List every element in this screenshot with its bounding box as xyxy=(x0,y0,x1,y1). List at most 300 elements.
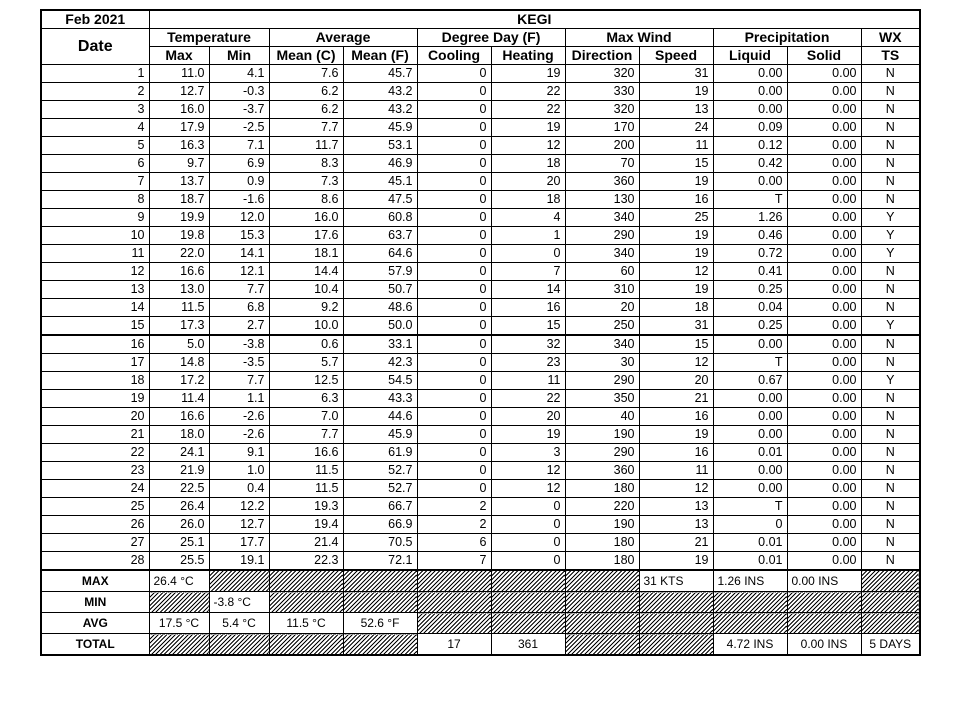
cell-temp-max: 11.5 xyxy=(149,299,209,317)
hatch-cell xyxy=(787,592,861,613)
cell-wind-speed: 21 xyxy=(639,390,713,408)
cell-cooling: 6 xyxy=(417,534,491,552)
cell-heating: 18 xyxy=(491,191,565,209)
group-max-wind: Max Wind xyxy=(565,29,713,47)
sub-solid: Solid xyxy=(787,47,861,65)
cell-wind-speed: 18 xyxy=(639,299,713,317)
cell-date: 28 xyxy=(41,552,149,571)
hatch-cell xyxy=(491,570,565,592)
cell-wind-speed: 31 xyxy=(639,65,713,83)
cell-mean-f: 42.3 xyxy=(343,354,417,372)
cell-solid: 0.00 xyxy=(787,101,861,119)
cell-wind-direction: 40 xyxy=(565,408,639,426)
cell-wind-speed: 20 xyxy=(639,372,713,390)
cell-wind-speed: 15 xyxy=(639,155,713,173)
cell-liquid: 0.67 xyxy=(713,372,787,390)
month-label: Feb 2021 xyxy=(41,10,149,29)
total-label: TOTAL xyxy=(41,634,149,656)
cell-temp-max: 26.4 xyxy=(149,498,209,516)
cell-mean-c: 21.4 xyxy=(269,534,343,552)
cell-liquid: 0.00 xyxy=(713,83,787,101)
hatch-cell xyxy=(417,570,491,592)
cell-ts: N xyxy=(861,390,920,408)
cell-wind-direction: 290 xyxy=(565,444,639,462)
cell-temp-min: 15.3 xyxy=(209,227,269,245)
cell-ts: N xyxy=(861,137,920,155)
cell-mean-c: 16.0 xyxy=(269,209,343,227)
cell-wind-direction: 220 xyxy=(565,498,639,516)
cell-ts: N xyxy=(861,516,920,534)
avg-label: AVG xyxy=(41,613,149,634)
cell-liquid: 0.25 xyxy=(713,317,787,336)
hatch-cell xyxy=(491,592,565,613)
cell-liquid: 0.00 xyxy=(713,480,787,498)
cell-temp-max: 26.0 xyxy=(149,516,209,534)
cell-cooling: 7 xyxy=(417,552,491,571)
cell-mean-f: 61.9 xyxy=(343,444,417,462)
group-temperature: Temperature xyxy=(149,29,269,47)
cell-solid: 0.00 xyxy=(787,444,861,462)
table-row xyxy=(41,552,920,571)
table-row xyxy=(41,83,920,101)
cell-temp-min: 12.2 xyxy=(209,498,269,516)
cell-mean-c: 7.3 xyxy=(269,173,343,191)
station-label: KEGI xyxy=(149,10,920,29)
table-row xyxy=(41,390,920,408)
cell-cooling: 0 xyxy=(417,191,491,209)
cell-temp-max: 19.8 xyxy=(149,227,209,245)
cell-mean-f: 64.6 xyxy=(343,245,417,263)
cell-temp-max: 24.1 xyxy=(149,444,209,462)
cell-temp-min: 6.8 xyxy=(209,299,269,317)
cell-cooling: 2 xyxy=(417,516,491,534)
cell-temp-min: 19.1 xyxy=(209,552,269,571)
cell-wind-speed: 12 xyxy=(639,480,713,498)
cell-mean-f: 66.9 xyxy=(343,516,417,534)
cell-heating: 11 xyxy=(491,372,565,390)
cell-liquid: 0.00 xyxy=(713,426,787,444)
cell-liquid: 1.26 xyxy=(713,209,787,227)
cell-wind-speed: 19 xyxy=(639,281,713,299)
cell-solid: 0.00 xyxy=(787,245,861,263)
table-row xyxy=(41,155,920,173)
cell-heating: 0 xyxy=(491,534,565,552)
cell-cooling: 0 xyxy=(417,101,491,119)
cell-solid: 0.00 xyxy=(787,209,861,227)
cell-ts: N xyxy=(861,281,920,299)
hatch-cell xyxy=(269,592,343,613)
cell-wind-direction: 190 xyxy=(565,516,639,534)
cell-mean-f: 52.7 xyxy=(343,462,417,480)
cell-mean-f: 54.5 xyxy=(343,372,417,390)
cell-temp-max: 11.4 xyxy=(149,390,209,408)
cell-solid: 0.00 xyxy=(787,65,861,83)
summary-rows xyxy=(41,570,920,655)
avg-mean-f: 52.6 °F xyxy=(343,613,417,634)
cell-ts: N xyxy=(861,426,920,444)
cell-mean-f: 63.7 xyxy=(343,227,417,245)
table-row xyxy=(41,372,920,390)
cell-ts: N xyxy=(861,534,920,552)
cell-liquid: 0.00 xyxy=(713,101,787,119)
table-row xyxy=(41,65,920,83)
cell-date: 5 xyxy=(41,137,149,155)
cell-temp-min: 9.1 xyxy=(209,444,269,462)
hatch-cell xyxy=(861,613,920,634)
cell-heating: 22 xyxy=(491,390,565,408)
cell-cooling: 0 xyxy=(417,444,491,462)
table-row xyxy=(41,480,920,498)
cell-heating: 20 xyxy=(491,408,565,426)
cell-heating: 7 xyxy=(491,263,565,281)
cell-mean-f: 45.1 xyxy=(343,173,417,191)
cell-liquid: 0.00 xyxy=(713,335,787,354)
cell-mean-c: 19.4 xyxy=(269,516,343,534)
cell-cooling: 0 xyxy=(417,83,491,101)
cell-wind-direction: 360 xyxy=(565,173,639,191)
cell-cooling: 0 xyxy=(417,335,491,354)
sub-min: Min xyxy=(209,47,269,65)
cell-temp-min: -1.6 xyxy=(209,191,269,209)
cell-temp-min: -2.5 xyxy=(209,119,269,137)
table-row xyxy=(41,462,920,480)
hatch-cell xyxy=(149,634,209,656)
cell-wind-direction: 340 xyxy=(565,335,639,354)
cell-mean-c: 12.5 xyxy=(269,372,343,390)
cell-temp-min: 2.7 xyxy=(209,317,269,336)
total-solid: 0.00 INS xyxy=(787,634,861,656)
avg-mean-c: 11.5 °C xyxy=(269,613,343,634)
cell-ts: N xyxy=(861,444,920,462)
summary-avg-row xyxy=(41,613,920,634)
cell-wind-speed: 16 xyxy=(639,408,713,426)
hatch-cell xyxy=(639,613,713,634)
cell-ts: N xyxy=(861,354,920,372)
summary-min-row xyxy=(41,592,920,613)
table-row xyxy=(41,317,920,336)
sub-speed: Speed xyxy=(639,47,713,65)
hatch-cell xyxy=(269,634,343,656)
hatch-cell xyxy=(565,592,639,613)
cell-temp-min: 14.1 xyxy=(209,245,269,263)
cell-mean-f: 45.7 xyxy=(343,65,417,83)
cell-temp-max: 12.7 xyxy=(149,83,209,101)
cell-mean-c: 18.1 xyxy=(269,245,343,263)
cell-wind-direction: 170 xyxy=(565,119,639,137)
cell-mean-f: 57.9 xyxy=(343,263,417,281)
cell-mean-c: 7.6 xyxy=(269,65,343,83)
cell-temp-max: 21.9 xyxy=(149,462,209,480)
cell-heating: 0 xyxy=(491,516,565,534)
cell-mean-c: 16.6 xyxy=(269,444,343,462)
cell-ts: N xyxy=(861,65,920,83)
cell-temp-max: 19.9 xyxy=(149,209,209,227)
hatch-cell xyxy=(861,570,920,592)
cell-ts: N xyxy=(861,408,920,426)
cell-cooling: 0 xyxy=(417,480,491,498)
cell-mean-f: 45.9 xyxy=(343,119,417,137)
table-row xyxy=(41,444,920,462)
cell-mean-c: 6.3 xyxy=(269,390,343,408)
hatch-cell xyxy=(343,592,417,613)
cell-mean-f: 33.1 xyxy=(343,335,417,354)
cell-date: 16 xyxy=(41,335,149,354)
cell-wind-direction: 180 xyxy=(565,534,639,552)
cell-liquid: 0.00 xyxy=(713,173,787,191)
cell-temp-max: 17.9 xyxy=(149,119,209,137)
cell-wind-direction: 180 xyxy=(565,480,639,498)
cell-mean-c: 14.4 xyxy=(269,263,343,281)
cell-mean-c: 10.4 xyxy=(269,281,343,299)
table-row xyxy=(41,227,920,245)
max-temp-max: 26.4 °C xyxy=(149,570,209,592)
cell-liquid: 0.41 xyxy=(713,263,787,281)
cell-date: 15 xyxy=(41,317,149,336)
cell-heating: 19 xyxy=(491,426,565,444)
cell-temp-min: 12.1 xyxy=(209,263,269,281)
cell-temp-min: 4.1 xyxy=(209,65,269,83)
cell-wind-speed: 19 xyxy=(639,426,713,444)
cell-temp-max: 16.6 xyxy=(149,263,209,281)
cell-solid: 0.00 xyxy=(787,155,861,173)
cell-heating: 14 xyxy=(491,281,565,299)
sub-max: Max xyxy=(149,47,209,65)
cell-cooling: 0 xyxy=(417,317,491,336)
cell-solid: 0.00 xyxy=(787,335,861,354)
cell-date: 27 xyxy=(41,534,149,552)
cell-wind-direction: 130 xyxy=(565,191,639,209)
cell-mean-f: 53.1 xyxy=(343,137,417,155)
cell-mean-c: 17.6 xyxy=(269,227,343,245)
cell-mean-c: 7.7 xyxy=(269,119,343,137)
group-precipitation: Precipitation xyxy=(713,29,861,47)
cell-cooling: 0 xyxy=(417,299,491,317)
table-row xyxy=(41,498,920,516)
hatch-cell xyxy=(343,634,417,656)
cell-date: 12 xyxy=(41,263,149,281)
hatch-cell xyxy=(861,592,920,613)
cell-heating: 19 xyxy=(491,119,565,137)
cell-ts: Y xyxy=(861,317,920,336)
cell-ts: Y xyxy=(861,227,920,245)
cell-liquid: T xyxy=(713,191,787,209)
table-row xyxy=(41,263,920,281)
cell-heating: 0 xyxy=(491,552,565,571)
total-ts: 5 DAYS xyxy=(861,634,920,656)
cell-date: 18 xyxy=(41,372,149,390)
cell-temp-max: 16.0 xyxy=(149,101,209,119)
cell-ts: N xyxy=(861,101,920,119)
cell-heating: 12 xyxy=(491,137,565,155)
cell-mean-f: 52.7 xyxy=(343,480,417,498)
date-header: Date xyxy=(41,29,149,65)
cell-temp-min: 1.1 xyxy=(209,390,269,408)
cell-ts: N xyxy=(861,83,920,101)
cell-wind-direction: 340 xyxy=(565,245,639,263)
cell-temp-min: 0.9 xyxy=(209,173,269,191)
hatch-cell xyxy=(639,634,713,656)
cell-temp-max: 9.7 xyxy=(149,155,209,173)
cell-mean-c: 22.3 xyxy=(269,552,343,571)
cell-mean-f: 43.2 xyxy=(343,101,417,119)
cell-mean-c: 9.2 xyxy=(269,299,343,317)
table-row xyxy=(41,173,920,191)
table-row xyxy=(41,101,920,119)
cell-ts: N xyxy=(861,299,920,317)
cell-solid: 0.00 xyxy=(787,426,861,444)
table-row xyxy=(41,516,920,534)
cell-liquid: 0.00 xyxy=(713,65,787,83)
hatch-cell xyxy=(417,613,491,634)
hatch-cell xyxy=(417,592,491,613)
cell-date: 26 xyxy=(41,516,149,534)
cell-cooling: 0 xyxy=(417,390,491,408)
total-liquid: 4.72 INS xyxy=(713,634,787,656)
cell-cooling: 0 xyxy=(417,408,491,426)
cell-heating: 0 xyxy=(491,498,565,516)
cell-wind-speed: 11 xyxy=(639,137,713,155)
cell-wind-speed: 12 xyxy=(639,263,713,281)
cell-solid: 0.00 xyxy=(787,119,861,137)
cell-liquid: 0.25 xyxy=(713,281,787,299)
cell-liquid: 0.00 xyxy=(713,462,787,480)
cell-cooling: 0 xyxy=(417,173,491,191)
table-row xyxy=(41,426,920,444)
cell-heating: 19 xyxy=(491,65,565,83)
cell-heating: 32 xyxy=(491,335,565,354)
hatch-cell xyxy=(565,570,639,592)
cell-heating: 3 xyxy=(491,444,565,462)
cell-wind-direction: 20 xyxy=(565,299,639,317)
cell-temp-max: 13.7 xyxy=(149,173,209,191)
cell-date: 14 xyxy=(41,299,149,317)
cell-temp-max: 14.8 xyxy=(149,354,209,372)
table-row xyxy=(41,534,920,552)
cell-date: 20 xyxy=(41,408,149,426)
cell-temp-min: -3.7 xyxy=(209,101,269,119)
cell-temp-max: 11.0 xyxy=(149,65,209,83)
cell-temp-min: -0.3 xyxy=(209,83,269,101)
cell-liquid: 0.72 xyxy=(713,245,787,263)
cell-heating: 22 xyxy=(491,83,565,101)
cell-temp-max: 17.3 xyxy=(149,317,209,336)
cell-temp-min: -3.8 xyxy=(209,335,269,354)
cell-mean-c: 11.5 xyxy=(269,480,343,498)
cell-temp-max: 25.5 xyxy=(149,552,209,571)
cell-mean-c: 6.2 xyxy=(269,101,343,119)
hatch-cell xyxy=(209,634,269,656)
cell-temp-max: 22.5 xyxy=(149,480,209,498)
cell-temp-max: 16.6 xyxy=(149,408,209,426)
cell-solid: 0.00 xyxy=(787,498,861,516)
sub-heating: Heating xyxy=(491,47,565,65)
cell-heating: 12 xyxy=(491,462,565,480)
cell-temp-max: 18.0 xyxy=(149,426,209,444)
cell-ts: N xyxy=(861,173,920,191)
cell-wind-direction: 250 xyxy=(565,317,639,336)
summary-total-row xyxy=(41,634,920,656)
cell-temp-min: -3.5 xyxy=(209,354,269,372)
cell-temp-max: 13.0 xyxy=(149,281,209,299)
cell-wind-speed: 31 xyxy=(639,317,713,336)
cell-wind-direction: 320 xyxy=(565,101,639,119)
cell-heating: 22 xyxy=(491,101,565,119)
cell-wind-direction: 350 xyxy=(565,390,639,408)
cell-wind-speed: 21 xyxy=(639,534,713,552)
cell-solid: 0.00 xyxy=(787,462,861,480)
cell-wind-speed: 25 xyxy=(639,209,713,227)
table-row xyxy=(41,245,920,263)
cell-wind-speed: 19 xyxy=(639,552,713,571)
cell-wind-speed: 19 xyxy=(639,173,713,191)
cell-mean-f: 45.9 xyxy=(343,426,417,444)
cell-mean-f: 47.5 xyxy=(343,191,417,209)
cell-mean-f: 50.7 xyxy=(343,281,417,299)
cell-mean-c: 7.7 xyxy=(269,426,343,444)
hatch-cell xyxy=(343,570,417,592)
cell-wind-speed: 11 xyxy=(639,462,713,480)
cell-date: 4 xyxy=(41,119,149,137)
cell-wind-speed: 16 xyxy=(639,444,713,462)
cell-liquid: 0.09 xyxy=(713,119,787,137)
sub-direction: Direction xyxy=(565,47,639,65)
cell-wind-speed: 19 xyxy=(639,83,713,101)
cell-cooling: 0 xyxy=(417,245,491,263)
table-row xyxy=(41,119,920,137)
cell-mean-f: 44.6 xyxy=(343,408,417,426)
cell-heating: 20 xyxy=(491,173,565,191)
cell-solid: 0.00 xyxy=(787,83,861,101)
cell-solid: 0.00 xyxy=(787,480,861,498)
cell-date: 3 xyxy=(41,101,149,119)
cell-date: 13 xyxy=(41,281,149,299)
min-label: MIN xyxy=(41,592,149,613)
cell-mean-f: 50.0 xyxy=(343,317,417,336)
group-wx: WX xyxy=(861,29,920,47)
cell-mean-c: 19.3 xyxy=(269,498,343,516)
hatch-cell xyxy=(565,634,639,656)
cell-wind-speed: 13 xyxy=(639,498,713,516)
cell-mean-c: 8.3 xyxy=(269,155,343,173)
cell-liquid: 0.01 xyxy=(713,444,787,462)
cell-date: 11 xyxy=(41,245,149,263)
cell-temp-max: 25.1 xyxy=(149,534,209,552)
cell-date: 19 xyxy=(41,390,149,408)
hatch-cell xyxy=(787,613,861,634)
cell-mean-c: 0.6 xyxy=(269,335,343,354)
cell-solid: 0.00 xyxy=(787,516,861,534)
cell-cooling: 0 xyxy=(417,65,491,83)
cell-heating: 16 xyxy=(491,299,565,317)
daily-rows xyxy=(41,65,920,571)
cell-solid: 0.00 xyxy=(787,552,861,571)
cell-mean-c: 6.2 xyxy=(269,83,343,101)
cell-temp-min: 1.0 xyxy=(209,462,269,480)
hatch-cell xyxy=(209,570,269,592)
cell-wind-direction: 340 xyxy=(565,209,639,227)
cell-mean-f: 43.3 xyxy=(343,390,417,408)
cell-wind-speed: 24 xyxy=(639,119,713,137)
cell-heating: 15 xyxy=(491,317,565,336)
group-average: Average xyxy=(269,29,417,47)
cell-cooling: 0 xyxy=(417,462,491,480)
cell-liquid: 0.42 xyxy=(713,155,787,173)
cell-ts: N xyxy=(861,191,920,209)
cell-wind-direction: 290 xyxy=(565,372,639,390)
cell-temp-max: 22.0 xyxy=(149,245,209,263)
cell-wind-speed: 19 xyxy=(639,245,713,263)
avg-temp-min: 5.4 °C xyxy=(209,613,269,634)
